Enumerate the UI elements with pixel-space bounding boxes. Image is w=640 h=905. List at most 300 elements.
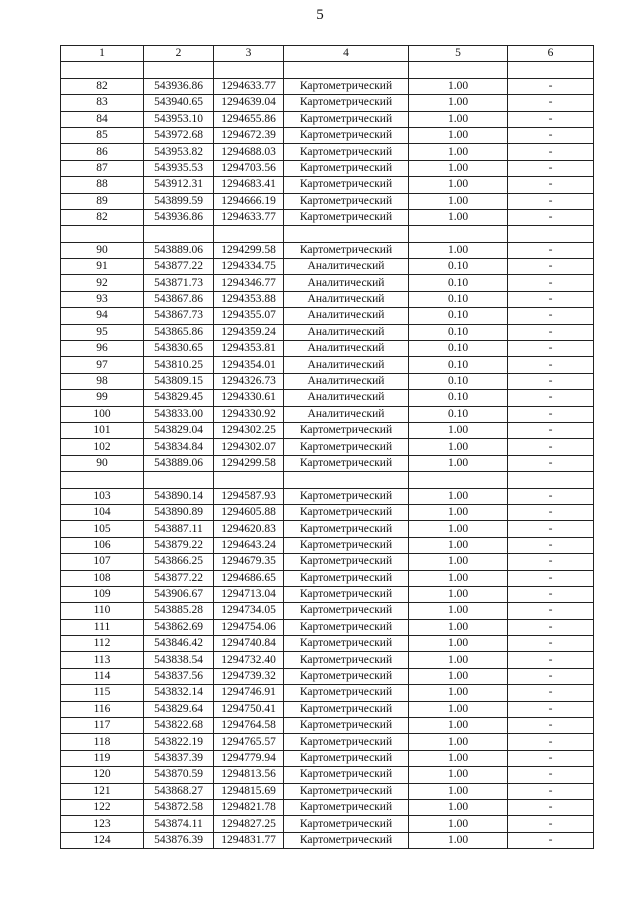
table-row [61,488,594,504]
table-cell: 1.00 [409,209,508,225]
table-cell: 86 [61,144,144,160]
table-cell: 543889.06 [144,455,214,471]
table-cell: Картометрический [284,455,409,471]
table-cell: 543867.86 [144,291,214,307]
table-row [61,521,594,537]
table-cell: - [508,111,594,127]
table-cell: 1294299.58 [214,455,284,471]
table-cell: 1.00 [409,799,508,815]
table-cell: 1.00 [409,586,508,602]
table-cell: 543829.04 [144,422,214,438]
table-cell: 1.00 [409,439,508,455]
table-cell [61,62,144,78]
table-cell: Картометрический [284,668,409,684]
table-cell [409,62,508,78]
table-row [61,701,594,717]
table-cell: 543866.25 [144,554,214,570]
table-cell: Картометрический [284,193,409,209]
table-cell: - [508,816,594,832]
table-cell [144,226,214,242]
table-cell: Картометрический [284,111,409,127]
table-cell: 82 [61,209,144,225]
table-cell: 1294334.75 [214,259,284,275]
table-cell [144,472,214,488]
table-cell: 1.00 [409,783,508,799]
table-cell: 543953.10 [144,111,214,127]
table-cell: - [508,144,594,160]
table-cell: 116 [61,701,144,717]
table-cell: - [508,767,594,783]
table-cell: 1.00 [409,685,508,701]
column-header: 4 [284,46,409,62]
table-cell: 543972.68 [144,127,214,143]
table-row [61,554,594,570]
table-row [61,734,594,750]
table-row [61,111,594,127]
table-cell: 123 [61,816,144,832]
table-cell: 1.00 [409,422,508,438]
table-cell: Картометрический [284,78,409,94]
table-cell: 543936.86 [144,78,214,94]
table-row [61,783,594,799]
table-cell: 103 [61,488,144,504]
table-cell: 1294643.24 [214,537,284,553]
table-cell: 543872.58 [144,799,214,815]
table-cell [284,226,409,242]
table-cell: Картометрический [284,652,409,668]
table-cell: 89 [61,193,144,209]
table-cell: - [508,242,594,258]
table-cell: 96 [61,341,144,357]
table-cell: 543876.39 [144,832,214,848]
table-cell: 1294666.19 [214,193,284,209]
table-cell: Картометрический [284,799,409,815]
table-cell: 120 [61,767,144,783]
table-cell: - [508,701,594,717]
table-cell: - [508,193,594,209]
table-row [61,422,594,438]
table-cell: 111 [61,619,144,635]
table-cell: 1.00 [409,636,508,652]
table-cell: 121 [61,783,144,799]
table-cell: Картометрический [284,439,409,455]
table-cell: 1294740.84 [214,636,284,652]
table-cell: - [508,308,594,324]
table-row [61,373,594,389]
table-cell: 1294330.92 [214,406,284,422]
table-cell: - [508,177,594,193]
table-cell: 543912.31 [144,177,214,193]
table-cell: 1294330.61 [214,390,284,406]
table-cell: 1294639.04 [214,95,284,111]
table-cell: 90 [61,455,144,471]
table-cell: 91 [61,259,144,275]
table-cell: 543833.00 [144,406,214,422]
table-cell [61,226,144,242]
table-cell: Картометрический [284,537,409,553]
table-row [61,767,594,783]
table-cell: 1294813.56 [214,767,284,783]
table-cell: 1294679.35 [214,554,284,570]
table-row [61,570,594,586]
table-cell: - [508,275,594,291]
table-cell: Картометрический [284,570,409,586]
table-cell: Картометрический [284,636,409,652]
table-cell: Картометрический [284,603,409,619]
table-row [61,455,594,471]
separator-row [61,226,594,242]
table-row [61,390,594,406]
table-cell: Картометрический [284,816,409,832]
table-cell: 105 [61,521,144,537]
column-header: 3 [214,46,284,62]
table-cell: 104 [61,504,144,520]
table-cell: Картометрический [284,177,409,193]
table-cell: Картометрический [284,783,409,799]
table-cell: 1294688.03 [214,144,284,160]
table-cell: 0.10 [409,341,508,357]
table-row [61,685,594,701]
table-cell: 119 [61,750,144,766]
table-cell: 93 [61,291,144,307]
table-cell: Картометрический [284,767,409,783]
table-cell: - [508,209,594,225]
table-cell: 1294734.05 [214,603,284,619]
table-cell: 543870.59 [144,767,214,783]
table-cell: 1294754.06 [214,619,284,635]
table-cell: Картометрический [284,488,409,504]
table-cell: 1294633.77 [214,209,284,225]
table-cell: 0.10 [409,406,508,422]
table-cell: 1294355.07 [214,308,284,324]
table-cell [508,62,594,78]
table-cell: 1.00 [409,767,508,783]
table-cell: - [508,537,594,553]
table-row [61,275,594,291]
table-cell: - [508,488,594,504]
table-cell: - [508,422,594,438]
table-cell: 0.10 [409,324,508,340]
table-cell [284,62,409,78]
table-cell: - [508,291,594,307]
table-cell: - [508,259,594,275]
table-cell: 543832.14 [144,685,214,701]
table-cell: 543862.69 [144,619,214,635]
table-cell: - [508,652,594,668]
table-cell: - [508,504,594,520]
table-cell: - [508,455,594,471]
table-cell: 1.00 [409,144,508,160]
table-row [61,357,594,373]
table-row [61,750,594,766]
table-cell: - [508,668,594,684]
table-row [61,619,594,635]
table-cell: 1.00 [409,652,508,668]
table-cell: Картометрический [284,95,409,111]
table-cell: - [508,95,594,111]
coordinates-table [60,45,594,849]
table-cell: - [508,636,594,652]
table-cell: 84 [61,111,144,127]
table-cell: 88 [61,177,144,193]
table-cell: - [508,324,594,340]
table-cell: 1294739.32 [214,668,284,684]
table-row [61,177,594,193]
table-row [61,78,594,94]
table-cell: 117 [61,718,144,734]
table-cell: 83 [61,95,144,111]
table-cell: 1294587.93 [214,488,284,504]
table-cell: 97 [61,357,144,373]
table-cell: 543871.73 [144,275,214,291]
table-row [61,259,594,275]
table-cell: 1.00 [409,455,508,471]
table-row [61,799,594,815]
table-cell: 107 [61,554,144,570]
table-cell: Картометрический [284,127,409,143]
table-cell: 1294302.25 [214,422,284,438]
table-row [61,291,594,307]
table-cell: Картометрический [284,554,409,570]
table-cell: 82 [61,78,144,94]
table-cell: 110 [61,603,144,619]
table-cell: 122 [61,799,144,815]
table-cell: Картометрический [284,685,409,701]
table-cell: Картометрический [284,832,409,848]
table-cell: Картометрический [284,144,409,160]
table-cell: Картометрический [284,718,409,734]
table-cell: 1294827.25 [214,816,284,832]
table-cell [284,472,409,488]
table-row [61,718,594,734]
table-cell: Картометрический [284,160,409,176]
table-cell [214,226,284,242]
table-cell: 543890.89 [144,504,214,520]
table-cell: Аналитический [284,308,409,324]
table-cell: - [508,439,594,455]
table-cell: 124 [61,832,144,848]
table-cell: 543906.67 [144,586,214,602]
table-cell: 543867.73 [144,308,214,324]
table-cell: - [508,799,594,815]
table-cell: 543822.19 [144,734,214,750]
table-cell: 114 [61,668,144,684]
table-cell: Картометрический [284,422,409,438]
table-cell: 543887.11 [144,521,214,537]
table-row [61,832,594,848]
table-cell: 1294764.58 [214,718,284,734]
table-cell: 0.10 [409,373,508,389]
table-cell: - [508,357,594,373]
table-cell: Аналитический [284,341,409,357]
table-cell: 1.00 [409,111,508,127]
table-cell: 1294686.65 [214,570,284,586]
table-cell: 1.00 [409,127,508,143]
table-row [61,652,594,668]
table-row [61,193,594,209]
table-cell: 1.00 [409,570,508,586]
table-cell: 1.00 [409,734,508,750]
table-cell: 1.00 [409,718,508,734]
table-cell: 108 [61,570,144,586]
table-cell: 1294831.77 [214,832,284,848]
table-cell: 98 [61,373,144,389]
table-row [61,439,594,455]
table-cell: 543953.82 [144,144,214,160]
table-cell: Картометрический [284,521,409,537]
table-cell: - [508,619,594,635]
table-cell: 1.00 [409,537,508,553]
table-cell: - [508,521,594,537]
table-cell: Картометрический [284,586,409,602]
table-row [61,816,594,832]
table-cell: 0.10 [409,308,508,324]
table-cell: Картометрический [284,750,409,766]
table-cell: 1.00 [409,603,508,619]
column-header: 5 [409,46,508,62]
table-cell: 543838.54 [144,652,214,668]
table-cell: 1294683.41 [214,177,284,193]
table-cell [144,62,214,78]
table-cell: 92 [61,275,144,291]
table-row [61,144,594,160]
table-cell: - [508,406,594,422]
table-cell: - [508,832,594,848]
table-row [61,324,594,340]
table-row [61,209,594,225]
table-row [61,668,594,684]
table-cell: Аналитический [284,324,409,340]
table-row [61,308,594,324]
table-cell: 1294359.24 [214,324,284,340]
table-cell: - [508,127,594,143]
table-cell [409,472,508,488]
header-row [61,46,594,62]
table-cell: 1.00 [409,816,508,832]
table-cell: 1294326.73 [214,373,284,389]
table-cell: 0.10 [409,291,508,307]
table-cell: 543809.15 [144,373,214,389]
table-cell [214,62,284,78]
table-cell: 543822.68 [144,718,214,734]
table-cell: 543935.53 [144,160,214,176]
table-cell: - [508,734,594,750]
table-cell: 118 [61,734,144,750]
table-cell: 543830.65 [144,341,214,357]
table-cell: 0.10 [409,275,508,291]
table-cell: - [508,783,594,799]
table-cell: Аналитический [284,275,409,291]
table-cell: 543846.42 [144,636,214,652]
table-cell: 1294746.91 [214,685,284,701]
column-header: 6 [508,46,594,62]
table-row [61,160,594,176]
table-cell: 106 [61,537,144,553]
table-cell: 543885.28 [144,603,214,619]
table-row [61,406,594,422]
table-cell: - [508,160,594,176]
table-cell [508,226,594,242]
table-cell [214,472,284,488]
column-header: 1 [61,46,144,62]
table-row [61,537,594,553]
table-cell: 1294750.41 [214,701,284,717]
table-cell: Аналитический [284,406,409,422]
table-cell: 90 [61,242,144,258]
table-cell: 1294713.04 [214,586,284,602]
table-cell: 109 [61,586,144,602]
table-cell: 1294655.86 [214,111,284,127]
table-cell: 543865.86 [144,324,214,340]
table-cell: 1.00 [409,488,508,504]
table-row [61,636,594,652]
table-cell: 1294302.07 [214,439,284,455]
table-cell: 0.10 [409,390,508,406]
table-cell: 1.00 [409,619,508,635]
table-cell: 1.00 [409,242,508,258]
table-cell: - [508,586,594,602]
table-cell: 1.00 [409,504,508,520]
table-cell: 85 [61,127,144,143]
table-cell: 1294779.94 [214,750,284,766]
table-cell: - [508,750,594,766]
table-cell: 1.00 [409,701,508,717]
table-cell: 543810.25 [144,357,214,373]
table-cell: Аналитический [284,373,409,389]
table-row [61,242,594,258]
table-cell: 1294732.40 [214,652,284,668]
table-cell [508,472,594,488]
column-header: 2 [144,46,214,62]
table-cell: 1294821.78 [214,799,284,815]
table-cell: 112 [61,636,144,652]
table-cell: Картометрический [284,734,409,750]
table-row [61,586,594,602]
table-cell: 1.00 [409,832,508,848]
table-cell: 1294815.69 [214,783,284,799]
table-cell: 1294605.88 [214,504,284,520]
table-cell: 543868.27 [144,783,214,799]
table-cell: 1294620.83 [214,521,284,537]
table-row [61,341,594,357]
table-cell: Картометрический [284,242,409,258]
table-cell: 1294346.77 [214,275,284,291]
table-cell: 543899.59 [144,193,214,209]
table-cell: 543834.84 [144,439,214,455]
table-cell: - [508,341,594,357]
table-cell: 543829.45 [144,390,214,406]
table-cell: - [508,554,594,570]
separator-row [61,472,594,488]
table-cell: 1.00 [409,160,508,176]
table-cell: - [508,718,594,734]
table-cell: 1294299.58 [214,242,284,258]
table-body [61,62,594,849]
table-cell: 543889.06 [144,242,214,258]
table-cell: - [508,78,594,94]
table-cell: 95 [61,324,144,340]
table-cell: 1.00 [409,668,508,684]
table-cell [61,472,144,488]
table-cell: 543874.11 [144,816,214,832]
table-cell: 0.10 [409,259,508,275]
table-cell: 543837.39 [144,750,214,766]
table-cell: Картометрический [284,619,409,635]
table-cell: 101 [61,422,144,438]
table-cell: 1294633.77 [214,78,284,94]
table-cell: - [508,390,594,406]
table-cell: 102 [61,439,144,455]
